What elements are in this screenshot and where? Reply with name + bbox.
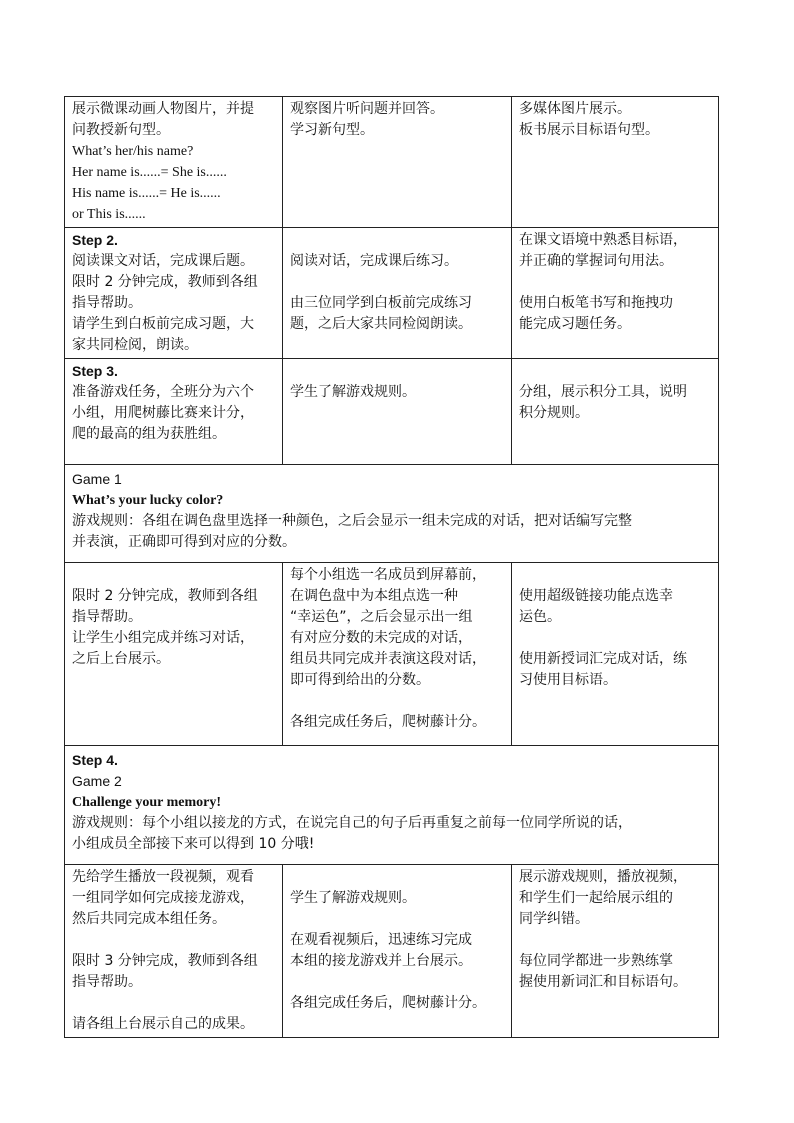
step-heading: Step 2. [72, 232, 118, 248]
cell-line: 并正确的掌握词句用法。 [519, 253, 673, 269]
table-row [65, 865, 719, 1038]
game-rules-line: 并表演，正确即可得到对应的分数。 [72, 534, 296, 550]
cell-line: 观察图片听问题并回答。 [290, 101, 444, 117]
cell-line: 在观看视频后，迅速练习完成 [290, 932, 472, 948]
cell-line: 多媒体图片展示。 [519, 101, 631, 117]
lesson-plan-table [64, 96, 719, 1038]
cell-line: 指导帮助。 [72, 974, 142, 990]
cell-line: “幸运色”，之后会显示出一组 [290, 609, 473, 625]
cell-line: 学生了解游戏规则。 [290, 384, 416, 400]
cell-line: 学习新句型。 [290, 122, 374, 138]
cell-line: 有对应分数的未完成的对话， [290, 630, 472, 646]
cell-line: 组员共同完成并表演这段对话， [290, 651, 486, 667]
table-row [65, 228, 719, 359]
cell-line: 阅读对话，完成课后练习。 [290, 253, 458, 269]
cell-line: 每位同学都进一步熟练掌 [519, 953, 673, 969]
table-row [65, 97, 719, 228]
cell-line: 准备游戏任务，全班分为六个 [72, 384, 254, 400]
cell-line: 限时 2 分钟完成，教师到各组 [72, 274, 258, 290]
cell-line: Her name is......= She is...... [72, 165, 227, 180]
cell-line: 展示微课动画人物图片，并提 [72, 101, 254, 117]
table-row [65, 465, 719, 563]
cell-line: 请学生到白板前完成习题，大 [72, 316, 254, 332]
table-row [65, 746, 719, 865]
cell-line: 和学生们一起给展示组的 [519, 890, 673, 906]
cell-line: 小组，用爬树藤比赛来计分， [72, 405, 254, 421]
cell-line: 使用白板笔书写和拖拽功 [519, 295, 673, 311]
cell-line: 运色。 [519, 609, 561, 625]
table-row [65, 563, 719, 746]
cell-line: 爬的最高的组为获胜组。 [72, 426, 226, 442]
cell-line: 能完成习题任务。 [519, 316, 631, 332]
cell-line: 握使用新词汇和目标语句。 [519, 974, 687, 990]
student-activity-cell [283, 563, 512, 746]
cell-line: 题，之后大家共同检阅朗读。 [290, 316, 472, 332]
cell-line: 请各组上台展示自己的成果。 [72, 1016, 254, 1032]
cell-line: 展示游戏规则，播放视频， [519, 869, 687, 885]
cell-line: 指导帮助。 [72, 295, 142, 311]
cell-line: What’s her/his name? [72, 144, 194, 159]
student-activity-cell [283, 359, 512, 465]
game-label: Game 1 [72, 471, 122, 487]
game-label: Game 2 [72, 773, 122, 789]
cell-line: 先给学生播放一段视频，观看 [72, 869, 254, 885]
teacher-activity-cell [65, 228, 283, 359]
media-use-cell [512, 563, 719, 746]
student-activity-cell [283, 97, 512, 228]
cell-line: 限时 3 分钟完成，教师到各组 [72, 953, 258, 969]
cell-line: 然后共同完成本组任务。 [72, 911, 226, 927]
cell-line: 指导帮助。 [72, 609, 142, 625]
cell-line: 板书展示目标语句型。 [519, 122, 659, 138]
game-rules-line: 游戏规则：每个小组以接龙的方式，在说完自己的句子后再重复之前每一位同学所说的话， [72, 815, 632, 831]
game-title: Challenge your memory! [72, 795, 222, 810]
cell-line: 家共同检阅，朗读。 [72, 337, 198, 353]
cell-line: 使用新授词汇完成对话，练 [519, 651, 687, 667]
media-use-cell [512, 359, 719, 465]
game-rules-line: 小组成员全部接下来可以得到 10 分哦! [72, 836, 315, 852]
cell-line: 习使用目标语。 [519, 672, 617, 688]
cell-line: 问教授新句型。 [72, 122, 170, 138]
cell-line: 每个小组选一名成员到屏幕前， [290, 567, 486, 583]
student-activity-cell [283, 228, 512, 359]
cell-line: 学生了解游戏规则。 [290, 890, 416, 906]
game-1-cell [65, 465, 719, 563]
cell-line: 限时 2 分钟完成，教师到各组 [72, 588, 258, 604]
cell-line: 积分规则。 [519, 405, 589, 421]
cell-line: 本组的接龙游戏并上台展示。 [290, 953, 472, 969]
table-row [65, 359, 719, 465]
cell-line: His name is......= He is...... [72, 186, 221, 201]
step-heading: Step 3. [72, 363, 118, 379]
cell-line: 在课文语境中熟悉目标语， [519, 232, 687, 248]
game-title: What’s your lucky color? [72, 493, 224, 508]
cell-line: 各组完成任务后，爬树藤计分。 [290, 995, 486, 1011]
cell-line: 使用超级链接功能点选幸 [519, 588, 673, 604]
game-rules-line: 游戏规则：各组在调色盘里选择一种颜色，之后会显示一组未完成的对话，把对话编写完整 [72, 513, 632, 529]
media-use-cell [512, 865, 719, 1038]
student-activity-cell [283, 865, 512, 1038]
step-heading: Step 4. [72, 752, 118, 768]
media-use-cell [512, 97, 719, 228]
cell-line: 让学生小组完成并练习对话， [72, 630, 254, 646]
cell-line: 阅读课文对话，完成课后题。 [72, 253, 254, 269]
cell-line: 一组同学如何完成接龙游戏， [72, 890, 254, 906]
teacher-activity-cell [65, 865, 283, 1038]
cell-line: 各组完成任务后，爬树藤计分。 [290, 714, 486, 730]
cell-line: or This is...... [72, 207, 146, 222]
teacher-activity-cell [65, 359, 283, 465]
game-2-cell [65, 746, 719, 865]
teacher-activity-cell [65, 563, 283, 746]
cell-line: 在调色盘中为本组点选一种 [290, 588, 458, 604]
cell-line: 由三位同学到白板前完成练习 [290, 295, 472, 311]
cell-line: 即可得到给出的分数。 [290, 672, 430, 688]
cell-line: 同学纠错。 [519, 911, 589, 927]
media-use-cell [512, 228, 719, 359]
cell-line: 分组，展示积分工具，说明 [519, 384, 687, 400]
cell-line: 之后上台展示。 [72, 651, 170, 667]
teacher-activity-cell [65, 97, 283, 228]
